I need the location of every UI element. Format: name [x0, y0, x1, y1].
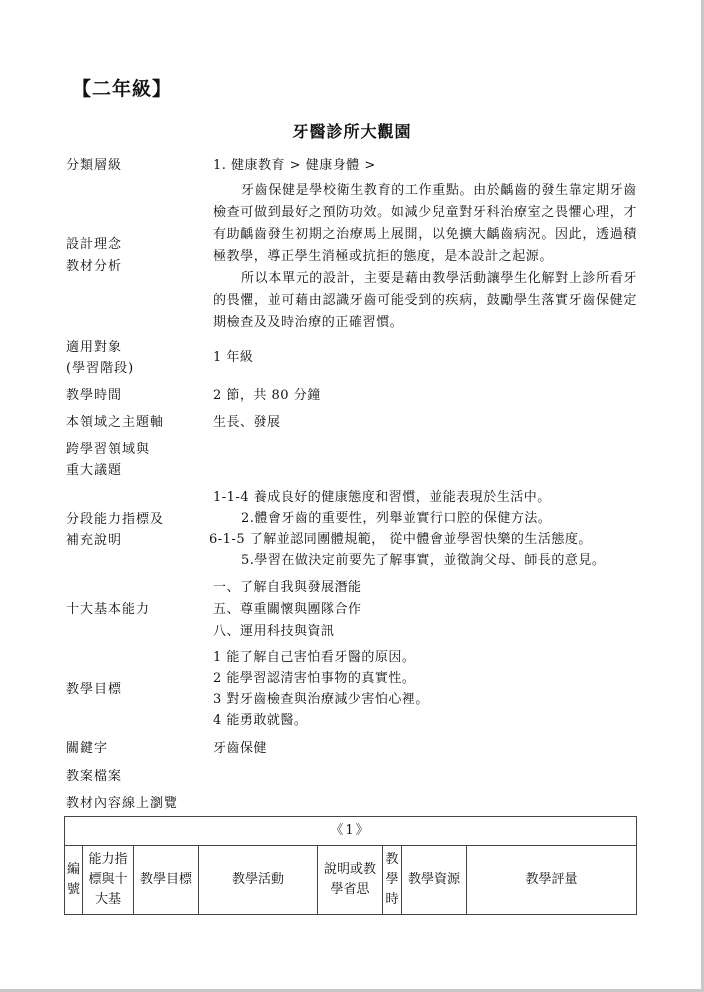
ability-line-4: 5.學習在做決定前要先了解事實，並徵詢父母、師長的意見。 — [241, 553, 606, 568]
theme-label: 本領域之主題軸 — [66, 415, 165, 430]
ability-line-2: 2.體會牙齒的重要性，列舉並實行口腔的保健方法。 — [241, 511, 552, 526]
file-label: 教案檔案 — [66, 769, 123, 784]
goal-3: 3 對牙齒檢查與治療減少害怕心裡。 — [213, 692, 429, 707]
design-paragraph-1: 牙齒保健是學校衛生教育的工作重點。由於齲齒的發生靠定期牙齒檢查可做到最好之預防功效。如減少兒童對牙科治療室之畏懼心理，才有助齲齒發生初期之治療馬上展開，以免擴大齲齒病況。因此，透過積極教學，導正學生消極或抗拒的態度，是本設計之起源。 — [213, 183, 637, 264]
category-value: 1. 健康教育 > 健康身體 > — [213, 158, 376, 173]
keyword-label: 關鍵字 — [66, 741, 109, 756]
lesson-table — [64, 816, 637, 915]
ability-note-label: 補充說明 — [66, 533, 123, 548]
design-label: 設計理念 — [66, 237, 123, 252]
design-text — [213, 180, 637, 334]
basic-ability-label: 十大基本能力 — [66, 602, 151, 617]
goals-label: 教學目標 — [66, 682, 123, 697]
keyword-value: 牙齒保健 — [213, 741, 268, 756]
time-value: 2 節，共 80 分鐘 — [213, 388, 321, 403]
basic-ability-5: 五、尊重關懷與團隊合作 — [213, 602, 362, 617]
header-ability: 能力指標與十大基 — [83, 846, 134, 915]
ability-line-1: 1-1-4 養成良好的健康態度和習慣，並能表現於生活中。 — [213, 490, 551, 505]
cross-issue-label: 重大議題 — [66, 463, 123, 478]
header-reflection: 說明或教學省思 — [318, 846, 383, 915]
design-paragraph-2: 所以本單元的設計，主要是藉由教學活動讓學生化解對上診所看牙的畏懼，並可藉由認識牙齒可能受到的疾病，鼓勵學生落實牙齒保健定期檢查及及時治療的正確習慣。 — [213, 271, 637, 330]
cross-label: 跨學習領域與 — [66, 442, 151, 457]
goal-2: 2 能學習認清害怕事物的真實性。 — [213, 671, 416, 686]
target-stage-label: (學習階段) — [66, 361, 135, 376]
theme-value: 生長、發展 — [213, 415, 281, 430]
header-number: 編號 — [65, 846, 83, 915]
table-header-row — [65, 846, 637, 915]
goal-4: 4 能勇敢就醫。 — [213, 713, 308, 728]
grade-heading: 【二年級】 — [72, 78, 173, 100]
header-goal: 教學目標 — [134, 846, 199, 915]
target-value: 1 年級 — [213, 350, 254, 365]
header-activity: 教學活動 — [199, 846, 318, 915]
goal-1: 1 能了解自己害怕看牙醫的原因。 — [213, 650, 416, 665]
lesson-title: 牙醫診所大觀園 — [292, 122, 412, 141]
header-resource: 教學資源 — [402, 846, 467, 915]
online-label: 教材內容線上瀏覽 — [66, 796, 179, 811]
category-label: 分類層級 — [66, 158, 123, 173]
header-hours: 教學時 — [383, 846, 402, 915]
ability-label: 分段能力指標及 — [66, 512, 165, 527]
analysis-label: 教材分析 — [66, 259, 123, 274]
basic-ability-8: 八、運用科技與資訊 — [213, 624, 335, 639]
basic-ability-1: 一、了解自我與發展潛能 — [213, 580, 362, 595]
table-number: 《1》 — [65, 817, 637, 846]
ability-line-3: 6-1-5 了解並認同團體規範， 從中體會並學習快樂的生活態度。 — [209, 532, 592, 547]
header-evaluation: 教學評量 — [467, 846, 637, 915]
target-label: 適用對象 — [66, 340, 123, 355]
time-label: 教學時間 — [66, 388, 123, 403]
